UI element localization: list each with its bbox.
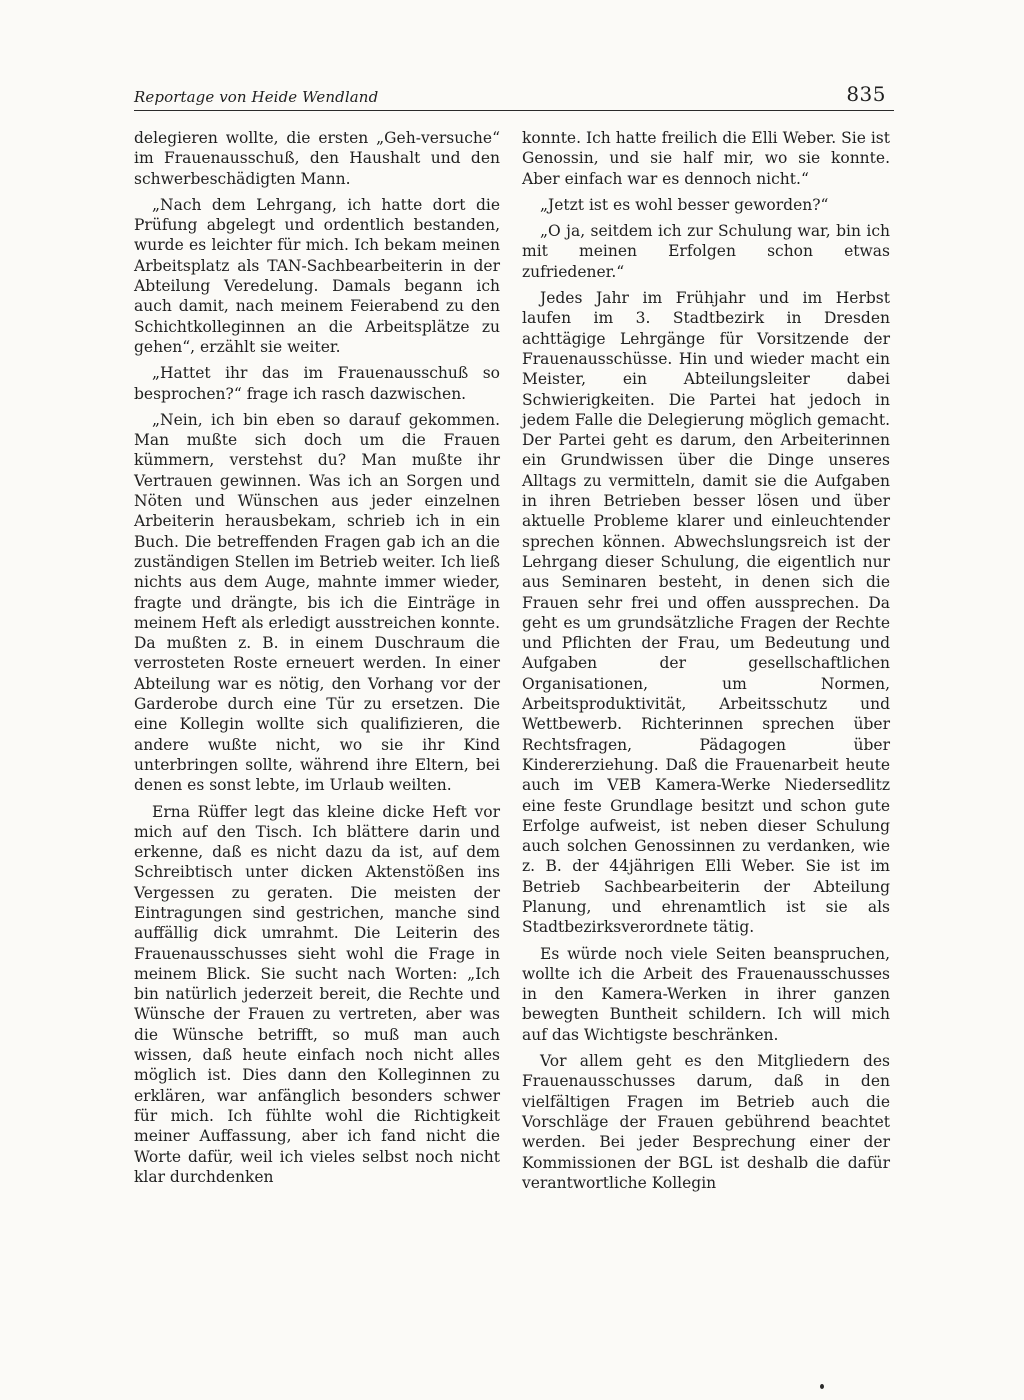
paragraph: Erna Rüffer legt das kleine dicke Heft vor mich auf den Tisch. Ich blättere darin und erkenne, daß es nicht dazu da ist, auf dem Schreibtisch unter dicken Aktenstößen ins Vergessen zu geraten. Die meisten der Eintragungen sind gestrichen, manche sind auffällig dick umrahmt. Die Leiterin des Frauenausschusses sieht wohl die Frage in meinem Blick. Sie sucht nach Worten: „Ich bin natürlich jederzeit bereit, die Rechte und Wünsche der Frauen zu vertreten, aber was die Wünsche betrifft, so muß man auch wissen, daß heute einfach noch nicht alles möglich ist. Dies dann den Kolleginnen zu erklären, war anfänglich besonders schwer für mich. Ich fühlte wohl die Richtigkeit meiner Auffassung, aber ich fand nicht die Worte dafür, weil ich vieles selbst noch nicht klar durchdenken bbox=[134, 802, 500, 1186]
left-column bbox=[134, 128, 500, 1193]
print-speck bbox=[820, 1384, 824, 1389]
right-column bbox=[522, 128, 890, 1199]
page-number: 835 bbox=[846, 82, 886, 106]
running-head: Reportage von Heide Wendland bbox=[134, 88, 379, 106]
paragraph: „Jetzt ist es wohl besser geworden?“ bbox=[540, 195, 829, 214]
paragraph: „O ja, seitdem ich zur Schulung war, bin ich mit meinen Erfolgen schon etwas zufriedener.“ bbox=[522, 222, 890, 281]
paragraph: „Nein, ich bin eben so darauf gekommen. Man mußte sich doch um die Frauen kümmern, verstehst du? Man mußte ihr Vertrauen gewinnen. Was ich an Sorgen und Nöten und Wünschen aus jeder einzelnen Arbeiterin herausbekam, schrieb ich in ein Buch. Die betreffenden Fragen gab ich an die zuständigen Stellen im Betrieb weiter. Ich ließ nichts aus dem Auge, mahnte immer wieder, fragte und drängte, bis ich die Einträge in meinem Heft als erledigt ausstreichen konnte. Da mußten z. B. in einem Duschraum die verrosteten Roste erneuert werden. In einer Abteilung war es nötig, den Vorhang vor der Garderobe durch eine Tür zu ersetzen. Die eine Kollegin wollte sich qualifizieren, die andere wußte nicht, wo sie ihr Kind unterbringen sollte, während ihre Eltern, bei denen es sonst lebte, im Urlaub weilten. bbox=[134, 410, 500, 795]
paragraph: Vor allem geht es den Mitgliedern des Frauenausschusses darum, daß in den vielfältigen Fragen im Betrieb auch die Vorschläge der Frauen gebührend beachtet werden. Bei jeder Besprechung einer der Kommissionen der BGL ist deshalb die dafür verantwortliche Kollegin bbox=[522, 1052, 890, 1192]
paragraph: „Nach dem Lehrgang, ich hatte dort die Prüfung abgelegt und ordentlich bestanden, wurde es leichter für mich. Ich bekam meinen Arbeitsplatz als TAN-Sachbearbeiterin in der Abteilung Veredelung. Damals begann ich auch damit, nach meinem Feierabend zu den Schichtkolleginnen an die Arbeitsplätze zu gehen“, erzählt sie weiter. bbox=[134, 195, 500, 356]
page-header bbox=[134, 82, 894, 110]
paragraph: konnte. Ich hatte freilich die Elli Weber. Sie ist Genossin, und sie half mir, wo sie konnte. Aber einfach war es dennoch nicht.“ bbox=[522, 129, 890, 188]
paragraph: Es würde noch viele Seiten beanspruchen, wollte ich die Arbeit des Frauenausschusses in den Kamera-Werken in ihrer ganzen bewegten Buntheit schildern. Ich will mich auf das Wichtigste beschränken. bbox=[522, 944, 890, 1044]
header-rule bbox=[134, 110, 894, 111]
paragraph: Jedes Jahr im Frühjahr und im Herbst laufen im 3. Stadtbezirk in Dresden achttägige Lehrgänge für Vorsitzende der Frauenausschüsse. Hin und wieder macht ein Meister, ein Abteilungsleiter dabei Schwierigkeiten. Die Partei hat jedoch in jedem Falle die Delegierung möglich gemacht. Der Partei geht es darum, den Arbeiterinnen ein Grundwissen über die Dinge unseres Alltags zu vermitteln, damit sie die Aufgaben in ihren Betrieben besser lösen und über aktuelle Probleme klarer und einleuchtender sprechen können. Abwechslungsreich ist der Lehrgang dieser Schulung, die eigentlich nur aus Seminaren besteht, in denen sich die Frauen sehr frei und offen aussprechen. Da geht es um grundsätzliche Fragen der Rechte und Pflichten der Frau, um Bedeutung und Aufgaben der gesellschaftlichen Organisationen, um Normen, Arbeitsproduktivität, Arbeitsschutz und Wettbewerb. Richterinnen sprechen über Rechtsfragen, Pädagogen über Kindererziehung. Daß die Frauenarbeit heute auch im VEB Kamera-Werke Niedersedlitz eine feste Grundlage besitzt und schon gute Erfolge aufweist, ist neben dieser Schulung auch solchen Genossinnen zu verdanken, wie z. B. der 44jährigen Elli Weber. Sie ist im Betrieb Sachbearbeiterin der Abteilung Planung, und ehrenamtlich ist sie als Stadtbezirksverordnete tätig. bbox=[522, 289, 890, 937]
paragraph: delegieren wollte, die ersten „Geh-versuche“ im Frauenausschuß, den Haushalt und den schwerbeschädigten Mann. bbox=[134, 129, 500, 188]
paragraph: „Hattet ihr das im Frauenausschuß so besprochen?“ frage ich rasch dazwischen. bbox=[134, 364, 500, 403]
